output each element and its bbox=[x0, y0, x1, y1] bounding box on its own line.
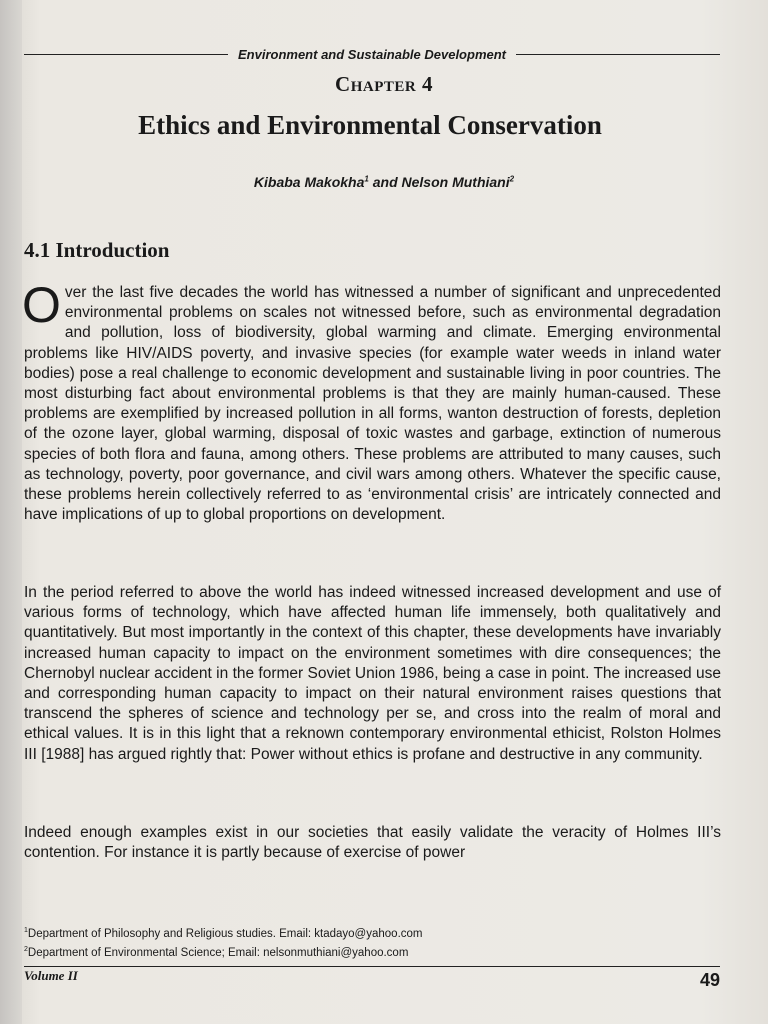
paragraph-1-text: ver the last five decades the world has witnessed a number of significant and unprecedented environmental problems on scales not witnessed before, such as environmental degradation and pollution, loss of biodiversity, global warming and climate. Emerging environmental problems like HIV/AIDS poverty, and invasive species (for example water weeds in inland water bodies) pose a real challenge to economic development and sustainable living in poor countries. The most disturbing fact about environmental problems is that they are mainly human-caused. These problems are exemplified by increased pollution in all forms, wanton destruction of forests, depletion of the ozone layer, global warming, disposal of toxic wastes and garbage, extinction of numerous species of both flora and fauna, among others. These problems are attributed to many causes, such as technology, poverty, poor governance, and civil wars among others. Whatever the specific cause, these problems herein collectively referred to as ‘environmental crisis’ are intricately connected and have implications of up to global proportions on development. bbox=[24, 284, 721, 524]
paragraph-1 bbox=[22, 277, 721, 525]
running-title: Environment and Sustainable Development bbox=[238, 46, 506, 62]
paragraph-3: Indeed enough examples exist in our societies that easily validate the veracity of Holmes III’s contention. For instance it is partly because of exercise of power bbox=[24, 824, 721, 862]
page-gutter-shadow bbox=[0, 0, 22, 1024]
section-heading: 4.1 Introduction bbox=[24, 238, 170, 262]
footnote-text: Department of Environmental Science; Email: nelsonmuthiani@yahoo.com bbox=[27, 946, 409, 959]
footnote-mark: 1 bbox=[24, 927, 28, 934]
author-1: Kibaba Makokha bbox=[253, 174, 365, 190]
author-joiner: and bbox=[368, 174, 402, 190]
footnote-1 bbox=[24, 923, 724, 942]
page-number: 49 bbox=[699, 970, 720, 990]
footnote-text: Department of Philosophy and Religious studies. Email: ktadayo@yahoo.com bbox=[27, 927, 423, 940]
authors-line bbox=[0, 174, 768, 190]
header-rule-left bbox=[24, 54, 228, 55]
author-2-footnote-mark: 2 bbox=[509, 174, 515, 184]
chapter-label: Chapter 4 bbox=[335, 72, 433, 96]
chapter-title: Ethics and Environmental Conservation bbox=[138, 110, 602, 140]
running-header bbox=[24, 44, 720, 64]
header-rule-right bbox=[516, 54, 720, 55]
footer-rule bbox=[24, 966, 720, 967]
footnote-mark: 2 bbox=[24, 945, 28, 953]
footnote-2 bbox=[24, 942, 724, 961]
author-2: Nelson Muthiani bbox=[401, 174, 510, 190]
paragraph-2: In the period referred to above the world has indeed witnessed increased development and use of various forms of technology, which have affected human life immensely, both qualitatively and quantitatively. But most importantly in the context of this chapter, these developments have invariably increased human capacity to impact on the environment sometimes with dire consequences; the Chernobyl nuclear accident in the former Soviet Union 1986, being a case in point. The increased use and corresponding human capacity to impact on their natural environment raises questions that transcend the spheres of science and technology per se, and cross into the realm of moral and ethical values. It is in this light that a reknown contemporary environmental ethicist, Rolston Holmes III [1988] has argued rightly that: Power without ethics is profane and destructive in any community. bbox=[24, 584, 721, 763]
volume-label: Volume II bbox=[24, 968, 78, 983]
author-1-footnote-mark: 1 bbox=[364, 174, 369, 184]
drop-cap: O bbox=[22, 277, 61, 333]
footnotes bbox=[24, 923, 724, 961]
